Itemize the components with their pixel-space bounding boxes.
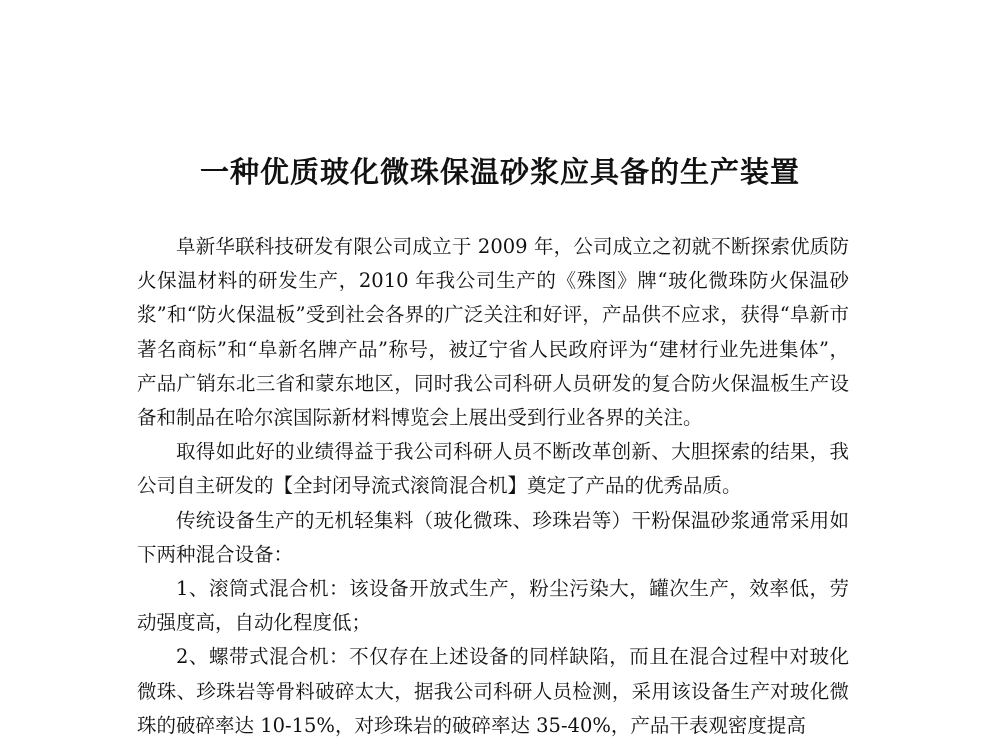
paragraph-achievements: 取得如此好的业绩得益于我公司科研人员不断改革创新、大胆探索的结果，我公司自主研发的【全封闭导流式滚筒混合机】奠定了产品的优秀品质。 bbox=[137, 440, 849, 498]
paragraph-drum-mixer: 1、滚筒式混合机：该设备开放式生产，粉尘污染大，罐次生产，效率低，劳动强度高，自动化程度低； bbox=[137, 577, 849, 635]
document-body bbox=[137, 230, 849, 743]
paragraph-ribbon-mixer: 2、螺带式混合机：不仅存在上述设备的同样缺陷，而且在混合过程中对玻化微珠、珍珠岩等骨料破碎太大，据我公司科研人员检测，采用该设备生产对玻化微珠的破碎率达 10-15%，对珍珠岩的破碎率达 35-40%，产品干表观密度提高 bbox=[137, 645, 849, 737]
paragraph-traditional-equipment: 传统设备生产的无机轻集料（玻化微珠、珍珠岩等）干粉保温砂浆通常采用如下两种混合设备： bbox=[137, 508, 849, 566]
document-title: 一种优质玻化微珠保温砂浆应具备的生产装置 bbox=[199, 155, 800, 189]
paragraph-company-intro: 阜新华联科技研发有限公司成立于 2009 年，公司成立之初就不断探索优质防火保温材料的研发生产，2010 年我公司生产的《殊图》牌“玻化微珠防火保温砂浆”和“防火保温板”受到社会各界的广泛关注和好评，产品供不应求，获得“阜新市著名商标”和“阜新名牌产品”称号，被辽宁省人民政府评为“建材行业先进集体”，产品广销东北三省和蒙东地区，同时我公司科研人员研发的复合防火保温板生产设备和制品在哈尔滨国际新材料博览会上展出受到行业各界的关注。 bbox=[137, 235, 849, 430]
